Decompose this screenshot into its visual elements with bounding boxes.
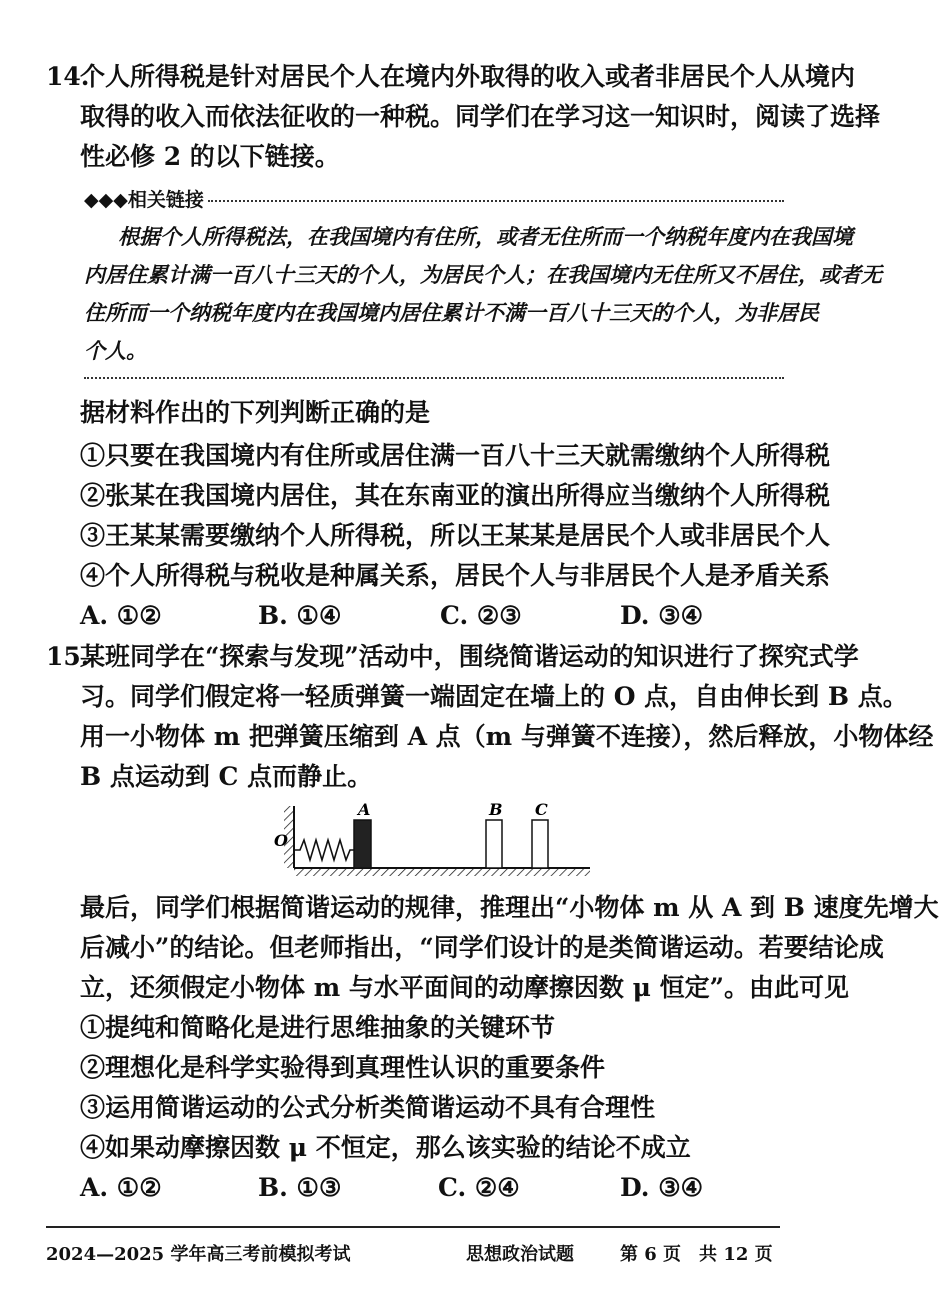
label-b: B	[489, 800, 503, 819]
option-b[interactable]: B. ①③	[258, 1173, 342, 1202]
statement: ②理想化是科学实验得到真理性认识的重要条件	[80, 1053, 606, 1082]
footer-rule	[46, 1226, 780, 1228]
question-number: 15.	[46, 642, 90, 671]
dotted-divider	[208, 200, 784, 202]
spring-diagram	[270, 800, 600, 880]
footer-page-number: 第 6 页 共 12 页	[620, 1244, 773, 1265]
question-stem-line: B 点运动到 C 点而静止。	[80, 762, 373, 791]
label-c: C	[535, 800, 548, 819]
footer-exam-name: 2024—2025 学年高三考前模拟考试	[46, 1244, 351, 1265]
option-c[interactable]: C. ②③	[440, 601, 522, 630]
option-d[interactable]: D. ③④	[620, 601, 704, 630]
option-a[interactable]: A. ①②	[80, 1173, 162, 1202]
question-number: 14.	[46, 62, 90, 91]
question-stem-line: 某班同学在“探索与发现”活动中，围绕简谐运动的知识进行了探究式学	[80, 642, 859, 671]
label-o: O	[274, 831, 288, 850]
block-a	[354, 820, 371, 868]
option-c[interactable]: C. ②④	[438, 1173, 520, 1202]
footer-subject: 思想政治试题	[466, 1244, 574, 1265]
block-c	[532, 820, 548, 868]
answer-options	[80, 1173, 780, 1203]
spring	[294, 840, 354, 860]
statement: ③王某某需要缴纳个人所得税，所以王某某是居民个人或非居民个人	[80, 521, 831, 550]
option-a[interactable]: A. ①②	[80, 601, 162, 630]
label-a: A	[358, 800, 371, 819]
statement: ④如果动摩擦因数 μ 不恒定，那么该实验的结论不成立	[80, 1133, 691, 1162]
question-stem-line: 性必修 2 的以下链接。	[80, 142, 340, 171]
statement: ①只要在我国境内有住所或居住满一百八十三天就需缴纳个人所得税	[80, 441, 831, 470]
question-text-line: 后减小”的结论。但老师指出，“同学们设计的是类简谐运动。若要结论成	[80, 933, 884, 962]
statement: ①提纯和简略化是进行思维抽象的关键环节	[80, 1013, 556, 1042]
link-text-line: 根据个人所得税法，在我国境内有住所，或者无住所而一个纳税年度内在我国境	[118, 224, 853, 249]
answer-options	[80, 601, 780, 631]
link-text-line: 住所而一个纳税年度内在我国境内居住累计不满一百八十三天的个人，为非居民	[84, 300, 819, 325]
option-d[interactable]: D. ③④	[620, 1173, 704, 1202]
floor-hatch	[294, 868, 590, 876]
related-link-header	[84, 186, 784, 210]
related-link-title: ◆◆◆相关链接	[84, 188, 204, 211]
block-b	[486, 820, 502, 868]
question-stem-line: 取得的收入而依法征收的一种税。同学们在学习这一知识时，阅读了选择	[80, 102, 881, 131]
question-stem-line: 习。同学们假定将一轻质弹簧一端固定在墙上的 O 点，自由伸长到 B 点。	[80, 682, 908, 711]
dotted-divider	[84, 377, 784, 379]
option-b[interactable]: B. ①④	[258, 601, 342, 630]
question-stem-line: 用一小物体 m 把弹簧压缩到 A 点（m 与弹簧不连接），然后释放，小物体经	[80, 722, 934, 751]
statement: ③运用简谐运动的公式分析类简谐运动不具有合理性	[80, 1093, 656, 1122]
question-prompt: 据材料作出的下列判断正确的是	[80, 398, 431, 427]
statement: ④个人所得税与税收是种属关系，居民个人与非居民个人是矛盾关系	[80, 561, 831, 590]
question-stem-line: 个人所得税是针对居民个人在境内外取得的收入或者非居民个人从境内	[80, 62, 856, 91]
question-text-line: 立，还须假定小物体 m 与水平面间的动摩擦因数 μ 恒定”。由此可见	[80, 973, 849, 1002]
statement: ②张某在我国境内居住，其在东南亚的演出所得应当缴纳个人所得税	[80, 481, 831, 510]
link-text-line: 个人。	[84, 338, 147, 363]
question-text-line: 最后，同学们根据简谐运动的规律，推理出“小物体 m 从 A 到 B 速度先增大	[80, 893, 939, 922]
link-text-line: 内居住累计满一百八十三天的个人，为居民个人；在我国境内无住所又不居住，或者无	[84, 262, 882, 287]
